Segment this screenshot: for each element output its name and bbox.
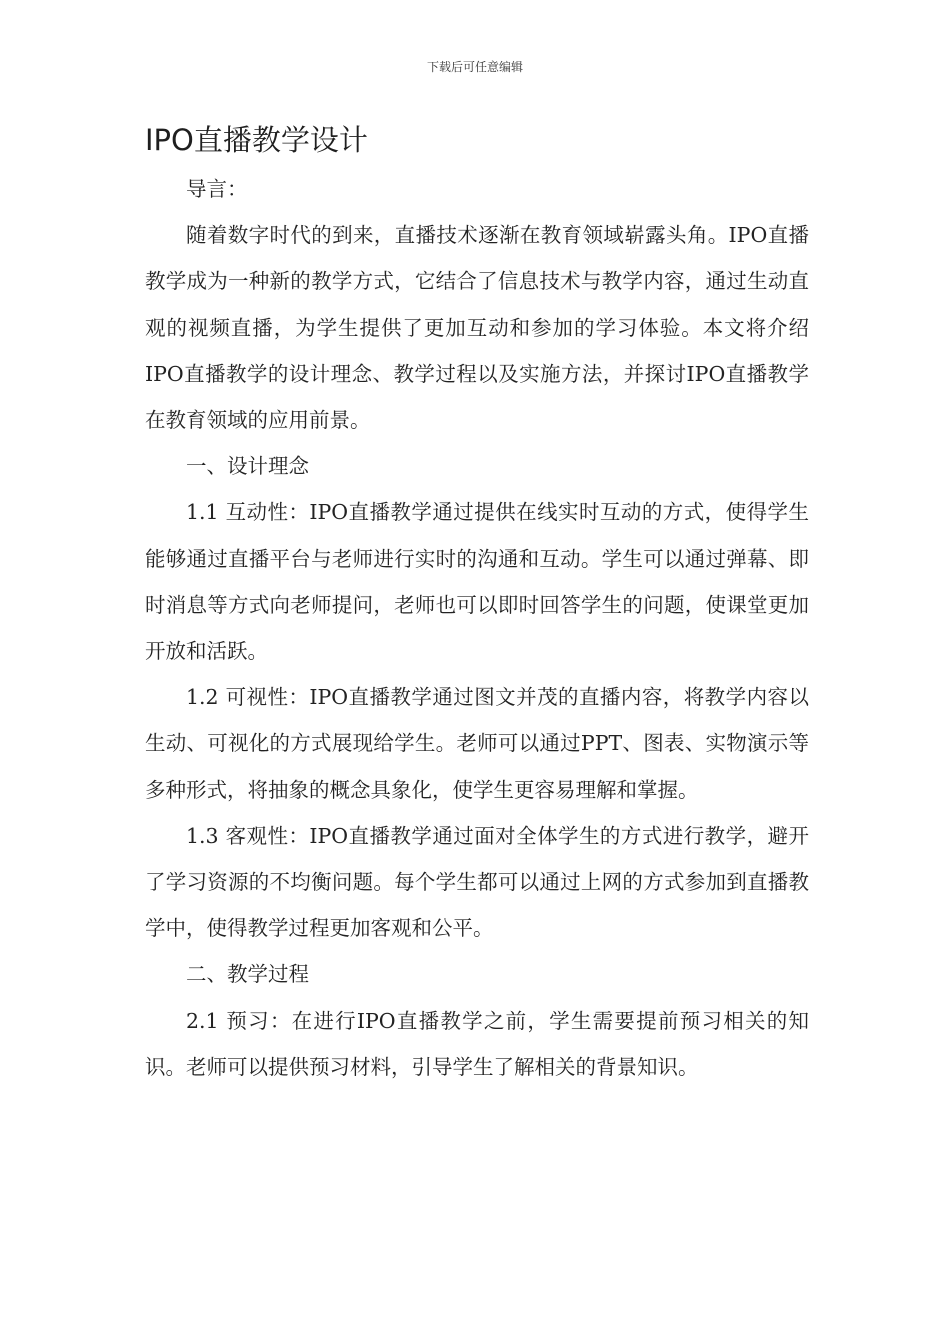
document-body bbox=[145, 166, 809, 1090]
paragraph-visibility: 1.2 可视性：IPO直播教学通过图文并茂的直播内容，将教学内容以生动、可视化的方式展现给学生。老师可以通过PPT、图表、实物演示等多种形式，将抽象的概念具象化，使学生更容易理解和掌握。 bbox=[145, 685, 809, 802]
paragraph-preview: 2.1 预习：在进行IPO直播教学之前，学生需要提前预习相关的知识。老师可以提供预习材料，引导学生了解相关的背景知识。 bbox=[145, 1008, 809, 1079]
paragraph-objectivity: 1.3 客观性：IPO直播教学通过面对全体学生的方式进行教学，避开了学习资源的不均衡问题。每个学生都可以通过上网的方式参加到直播教学中，使得教学过程更加客观和公平。 bbox=[145, 823, 809, 941]
document-title: IPO直播教学设计 bbox=[145, 123, 368, 157]
section-heading-process: 二、教学过程 bbox=[186, 962, 309, 987]
page-header-note: 下载后可任意编辑 bbox=[426, 60, 523, 74]
paragraph-interactivity: 1.1 互动性：IPO直播教学通过提供在线实时互动的方式，使得学生能够通过直播平台与老师进行实时的沟通和互动。学生可以通过弹幕、即时消息等方式向老师提问，老师也可以即时回答学生的问题，使课堂更加开放和活跃。 bbox=[145, 500, 809, 664]
paragraph-intro-label: 导言： bbox=[186, 177, 248, 201]
section-heading-design: 一、设计理念 bbox=[186, 454, 309, 479]
paragraph-intro-text: 随着数字时代的到来，直播技术逐渐在教育领域崭露头角。IPO直播教学成为一种新的教学方式，它结合了信息技术与教学内容，通过生动直观的视频直播，为学生提供了更加互动和参加的学习体验。本文将介绍IPO直播教学的设计理念、教学过程以及实施方法，并探讨IPO直播教学在教育领域的应用前景。 bbox=[145, 223, 809, 433]
